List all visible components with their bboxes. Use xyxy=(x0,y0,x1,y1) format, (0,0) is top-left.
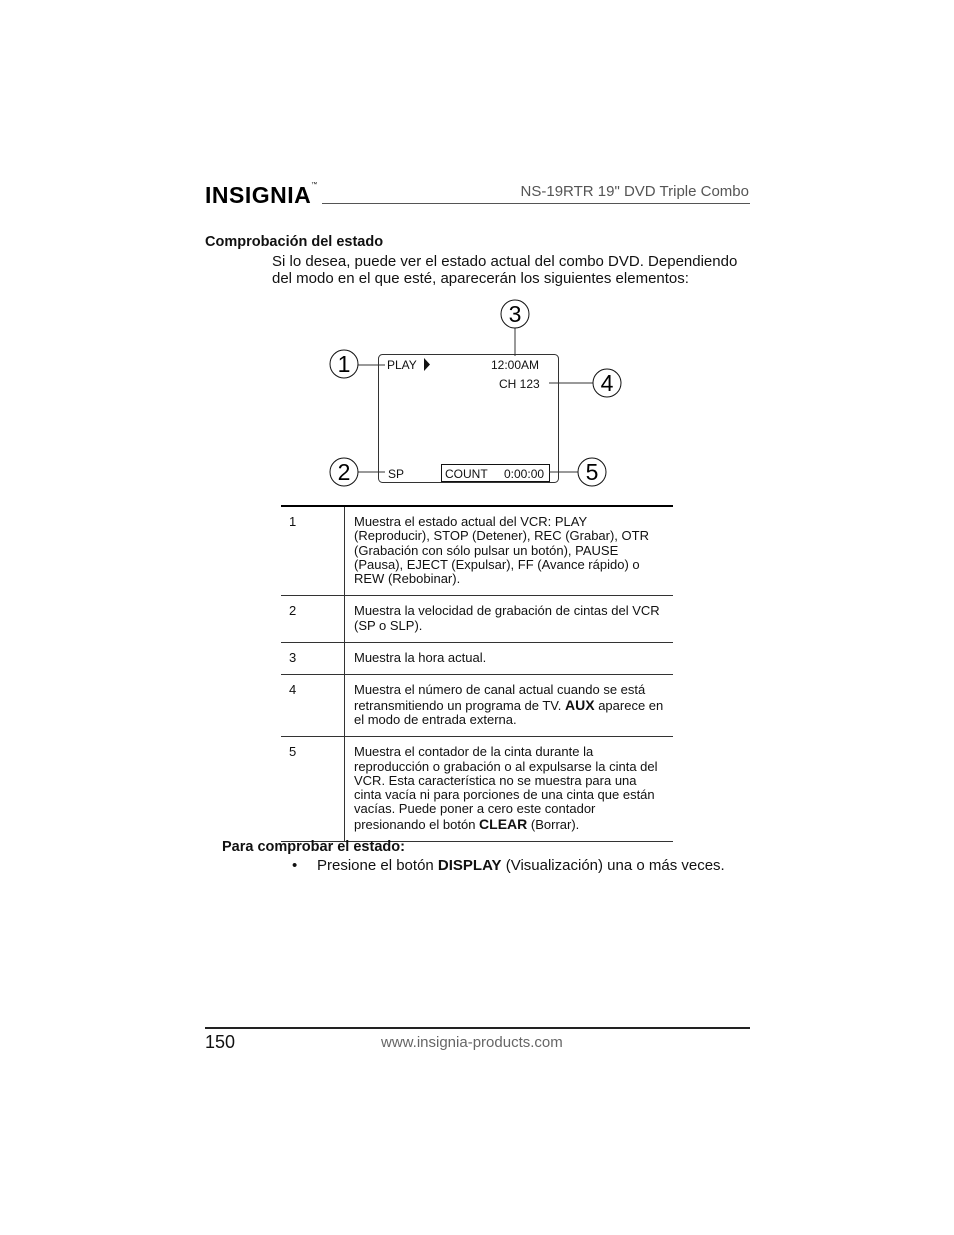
display-keyword: DISPLAY xyxy=(437,857,502,874)
footer-rule xyxy=(205,1027,750,1029)
callout-4: 4 xyxy=(600,370,614,396)
bullet-icon: • xyxy=(292,857,298,874)
table-row xyxy=(281,506,673,596)
row-description: Muestra la velocidad de grabación de cintas del VCR (SP o SLP). xyxy=(345,596,674,643)
status-items-table xyxy=(281,505,673,842)
screen-frame xyxy=(379,355,559,483)
screen-speed: SP xyxy=(388,467,405,481)
header-rule xyxy=(322,203,750,204)
procedure-step xyxy=(292,857,725,874)
callout-1: 1 xyxy=(337,351,351,377)
logo-text: INSIGNIA xyxy=(205,182,312,208)
callout-5: 5 xyxy=(585,459,599,485)
row-description xyxy=(345,737,674,842)
row-description: Muestra el estado actual del VCR: PLAY (Reproducir), STOP (Detener), REC (Grabar), OTR (Grabación con sólo pulsar un botón), PAUSE (Pausa), EJECT (Expulsar), FF (Avance rápido) o REW (Rebobinar). xyxy=(345,506,674,596)
row-number: 1 xyxy=(281,506,345,596)
row-number: 2 xyxy=(281,596,345,643)
intro-paragraph: Si lo desea, puede ver el estado actual del combo DVD. Dependiendo del modo en el que esté, aparecerán los siguientes elementos: xyxy=(272,253,738,287)
table-row xyxy=(281,596,673,643)
table-row xyxy=(281,643,673,675)
page-number: 150 xyxy=(205,1032,236,1052)
aux-keyword: AUX xyxy=(565,696,595,713)
row-description: Muestra la hora actual. xyxy=(345,643,674,675)
step-text-after: (Visualización) una o más veces. xyxy=(501,857,725,874)
step-text-before: Presione el botón xyxy=(317,857,438,874)
play-arrow-icon xyxy=(424,358,430,371)
screen-channel: CH 123 xyxy=(499,377,540,391)
screen-count-label: COUNT xyxy=(445,467,488,481)
screen-play-label: PLAY xyxy=(387,358,417,372)
table-row xyxy=(281,675,673,737)
insignia-logo xyxy=(205,182,318,209)
row-text-after: aparece en el modo de entrada externa. xyxy=(354,697,664,727)
callout-3: 3 xyxy=(508,301,522,327)
clear-keyword: CLEAR xyxy=(479,815,528,832)
row-number: 4 xyxy=(281,675,345,737)
row-text-before: Muestra el número de canal actual cuando se está retransmitiendo un programa de TV. xyxy=(354,682,646,713)
section-title: Comprobación del estado xyxy=(205,234,384,250)
footer-url: www.insignia-products.com xyxy=(381,1034,563,1051)
row-description xyxy=(345,675,674,737)
screen-count-value: 0:00:00 xyxy=(504,467,545,481)
logo-trademark: ™ xyxy=(311,182,318,188)
callout-2: 2 xyxy=(337,459,351,485)
row-number: 3 xyxy=(281,643,345,675)
row-number: 5 xyxy=(281,737,345,842)
model-title: NS-19RTR 19" DVD Triple Combo xyxy=(520,183,749,200)
table-row xyxy=(281,737,673,842)
procedure-title: Para comprobar el estado: xyxy=(222,839,405,855)
status-screen-diagram xyxy=(320,295,640,495)
screen-time: 12:00AM xyxy=(491,358,540,372)
row-text-after: (Borrar). xyxy=(527,816,580,832)
row-text-before: Muestra el contador de la cinta durante la reproducción o grabación o al expulsarse la cinta del VCR. Esta característica no se muestra para una cinta vacía ni para porciones de una cinta que están vacías. Puede poner a cero este contador presionando el botón xyxy=(354,744,658,832)
